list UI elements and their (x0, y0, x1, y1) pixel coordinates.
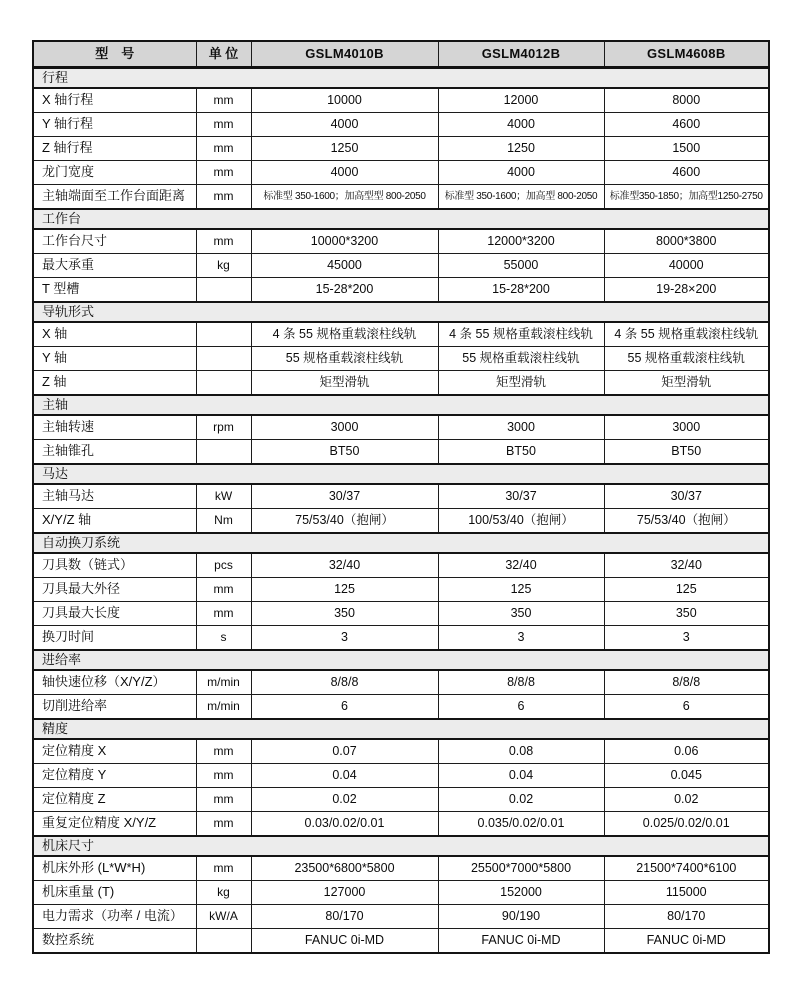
row-value: 标准型 350-1600；加高型型 800-2050 (251, 185, 438, 210)
row-value: 0.045 (604, 764, 769, 788)
section-title: 机床尺寸 (33, 836, 769, 856)
table-row (33, 670, 769, 695)
row-value: 55 规格重载滚柱线轨 (251, 347, 438, 371)
section-header-row (33, 302, 769, 322)
row-label: 刀具最大长度 (33, 602, 196, 626)
spec-sheet (32, 40, 770, 954)
table-row (33, 185, 769, 210)
row-value: 10000 (251, 88, 438, 113)
section-title: 自动换刀系统 (33, 533, 769, 553)
table-row (33, 812, 769, 837)
spec-table (32, 40, 770, 954)
row-unit: mm (196, 788, 251, 812)
table-row (33, 229, 769, 254)
header-model-2: GSLM4012B (438, 41, 604, 68)
row-value: 0.08 (438, 739, 604, 764)
table-row (33, 881, 769, 905)
table-row (33, 347, 769, 371)
row-unit: mm (196, 602, 251, 626)
row-value: 0.02 (604, 788, 769, 812)
row-value: 12000 (438, 88, 604, 113)
row-label: 刀具最大外径 (33, 578, 196, 602)
row-value: 矩型滑轨 (251, 371, 438, 396)
row-value: 6 (604, 695, 769, 720)
header-model-label: 型 号 (33, 41, 196, 68)
row-label: 定位精度 Z (33, 788, 196, 812)
row-value: 4000 (251, 161, 438, 185)
row-value: 55000 (438, 254, 604, 278)
row-label: 定位精度 Y (33, 764, 196, 788)
row-label: 主轴锥孔 (33, 440, 196, 465)
row-value: 55 规格重载滚柱线轨 (604, 347, 769, 371)
row-value: 90/190 (438, 905, 604, 929)
row-value: FANUC 0i-MD (251, 929, 438, 954)
row-value: 80/170 (604, 905, 769, 929)
row-unit: mm (196, 856, 251, 881)
row-value: 1250 (438, 137, 604, 161)
section-title: 工作台 (33, 209, 769, 229)
row-value: 矩型滑轨 (438, 371, 604, 396)
row-unit: mm (196, 578, 251, 602)
section-title: 精度 (33, 719, 769, 739)
row-value: 125 (438, 578, 604, 602)
row-value: 8000*3800 (604, 229, 769, 254)
row-unit: kg (196, 881, 251, 905)
row-label: 电力需求（功率 / 电流） (33, 905, 196, 929)
row-unit: m/min (196, 695, 251, 720)
table-row (33, 415, 769, 440)
table-row (33, 509, 769, 534)
row-unit (196, 322, 251, 347)
row-value: 15-28*200 (251, 278, 438, 303)
row-unit: mm (196, 137, 251, 161)
section-title: 行程 (33, 68, 769, 89)
row-unit (196, 440, 251, 465)
row-value: 30/37 (251, 484, 438, 509)
row-value: 12000*3200 (438, 229, 604, 254)
row-label: 数控系统 (33, 929, 196, 954)
row-value: 4 条 55 规格重载滚柱线轨 (438, 322, 604, 347)
row-value: 15-28*200 (438, 278, 604, 303)
row-label: 重复定位精度 X/Y/Z (33, 812, 196, 837)
row-value: 32/40 (438, 553, 604, 578)
row-label: 机床重量 (T) (33, 881, 196, 905)
header-model-3: GSLM4608B (604, 41, 769, 68)
row-unit: pcs (196, 553, 251, 578)
table-row (33, 695, 769, 720)
row-value: 32/40 (251, 553, 438, 578)
row-label: Y 轴 (33, 347, 196, 371)
row-value: 4000 (438, 113, 604, 137)
row-label: 主轴转速 (33, 415, 196, 440)
row-label: Z 轴 (33, 371, 196, 396)
table-row (33, 905, 769, 929)
row-value: 0.02 (438, 788, 604, 812)
section-header-row (33, 650, 769, 670)
row-value: 30/37 (438, 484, 604, 509)
section-header-row (33, 395, 769, 415)
row-value: 8/8/8 (251, 670, 438, 695)
row-value: FANUC 0i-MD (438, 929, 604, 954)
section-title: 马达 (33, 464, 769, 484)
table-row (33, 578, 769, 602)
table-row (33, 440, 769, 465)
row-unit: s (196, 626, 251, 651)
row-value: 3000 (251, 415, 438, 440)
row-unit: Nm (196, 509, 251, 534)
section-header-row (33, 719, 769, 739)
row-value: 55 规格重载滚柱线轨 (438, 347, 604, 371)
row-value: 4 条 55 规格重载滚柱线轨 (604, 322, 769, 347)
row-value: 6 (438, 695, 604, 720)
row-value: BT50 (251, 440, 438, 465)
row-label: Z 轴行程 (33, 137, 196, 161)
row-value: 75/53/40（抱闸） (251, 509, 438, 534)
row-label: 主轴马达 (33, 484, 196, 509)
row-value: 0.03/0.02/0.01 (251, 812, 438, 837)
row-unit: rpm (196, 415, 251, 440)
row-value: 115000 (604, 881, 769, 905)
table-row (33, 484, 769, 509)
table-row (33, 739, 769, 764)
row-value: 矩型滑轨 (604, 371, 769, 396)
table-row (33, 278, 769, 303)
row-label: 定位精度 X (33, 739, 196, 764)
row-label: X/Y/Z 轴 (33, 509, 196, 534)
row-value: BT50 (438, 440, 604, 465)
table-row (33, 788, 769, 812)
row-unit: kg (196, 254, 251, 278)
header-unit-label: 单 位 (196, 41, 251, 68)
row-value: 6 (251, 695, 438, 720)
row-value: 152000 (438, 881, 604, 905)
section-header-row (33, 533, 769, 553)
table-row (33, 371, 769, 396)
row-label: X 轴行程 (33, 88, 196, 113)
row-label: X 轴 (33, 322, 196, 347)
row-value: 4 条 55 规格重载滚柱线轨 (251, 322, 438, 347)
section-title: 进给率 (33, 650, 769, 670)
row-label: 换刀时间 (33, 626, 196, 651)
table-row (33, 626, 769, 651)
row-value: 80/170 (251, 905, 438, 929)
row-label: 最大承重 (33, 254, 196, 278)
table-row (33, 553, 769, 578)
row-value: 4000 (251, 113, 438, 137)
row-value: 350 (604, 602, 769, 626)
table-row (33, 137, 769, 161)
row-value: 21500*7400*6100 (604, 856, 769, 881)
row-label: 切削进给率 (33, 695, 196, 720)
row-value: 75/53/40（抱闸） (604, 509, 769, 534)
table-row (33, 254, 769, 278)
row-value: 0.04 (251, 764, 438, 788)
row-unit: mm (196, 185, 251, 210)
row-value: 40000 (604, 254, 769, 278)
table-row (33, 602, 769, 626)
row-unit: mm (196, 812, 251, 837)
section-title: 导轨形式 (33, 302, 769, 322)
row-label: T 型槽 (33, 278, 196, 303)
row-value: 23500*6800*5800 (251, 856, 438, 881)
row-value: 3 (604, 626, 769, 651)
row-label: Y 轴行程 (33, 113, 196, 137)
row-value: 4000 (438, 161, 604, 185)
row-value: 45000 (251, 254, 438, 278)
row-unit (196, 278, 251, 303)
row-label: 主轴端面至工作台面距离 (33, 185, 196, 210)
header-model-1: GSLM4010B (251, 41, 438, 68)
row-value: 32/40 (604, 553, 769, 578)
row-unit: mm (196, 229, 251, 254)
table-row (33, 764, 769, 788)
table-row (33, 113, 769, 137)
row-value: 标准型 350-1600；加高型 800-2050 (438, 185, 604, 210)
row-value: 125 (251, 578, 438, 602)
row-label: 刀具数（链式） (33, 553, 196, 578)
row-value: 0.025/0.02/0.01 (604, 812, 769, 837)
row-value: 3000 (438, 415, 604, 440)
table-row (33, 322, 769, 347)
row-value: 8000 (604, 88, 769, 113)
row-value: 8/8/8 (438, 670, 604, 695)
row-value: 1500 (604, 137, 769, 161)
row-value: 127000 (251, 881, 438, 905)
row-value: 10000*3200 (251, 229, 438, 254)
section-header-row (33, 209, 769, 229)
row-value: 3000 (604, 415, 769, 440)
row-unit: mm (196, 739, 251, 764)
table-row (33, 856, 769, 881)
table-row (33, 88, 769, 113)
row-label: 轴快速位移（X/Y/Z） (33, 670, 196, 695)
section-header-row (33, 464, 769, 484)
row-value: 30/37 (604, 484, 769, 509)
row-value: 125 (604, 578, 769, 602)
row-value: 标准型350-1850；加高型1250-2750 (604, 185, 769, 210)
row-unit (196, 929, 251, 954)
row-unit: mm (196, 764, 251, 788)
row-value: FANUC 0i-MD (604, 929, 769, 954)
row-value: 25500*7000*5800 (438, 856, 604, 881)
row-unit: mm (196, 88, 251, 113)
table-header-row (33, 41, 769, 68)
row-value: 0.07 (251, 739, 438, 764)
row-value: 3 (438, 626, 604, 651)
row-unit: mm (196, 113, 251, 137)
row-unit: m/min (196, 670, 251, 695)
row-value: 0.04 (438, 764, 604, 788)
row-value: 0.06 (604, 739, 769, 764)
row-unit: mm (196, 161, 251, 185)
row-value: 4600 (604, 161, 769, 185)
row-value: 350 (438, 602, 604, 626)
section-title: 主轴 (33, 395, 769, 415)
row-value: 3 (251, 626, 438, 651)
row-value: 19-28×200 (604, 278, 769, 303)
row-label: 工作台尺寸 (33, 229, 196, 254)
row-value: 0.02 (251, 788, 438, 812)
row-value: BT50 (604, 440, 769, 465)
section-header-row (33, 68, 769, 89)
row-unit (196, 371, 251, 396)
row-value: 0.035/0.02/0.01 (438, 812, 604, 837)
row-value: 4600 (604, 113, 769, 137)
row-value: 8/8/8 (604, 670, 769, 695)
row-value: 350 (251, 602, 438, 626)
row-unit: kW/A (196, 905, 251, 929)
row-value: 1250 (251, 137, 438, 161)
table-row (33, 929, 769, 954)
section-header-row (33, 836, 769, 856)
table-row (33, 161, 769, 185)
row-label: 龙门宽度 (33, 161, 196, 185)
row-value: 100/53/40（抱闸） (438, 509, 604, 534)
row-unit: kW (196, 484, 251, 509)
row-label: 机床外形 (L*W*H) (33, 856, 196, 881)
row-unit (196, 347, 251, 371)
